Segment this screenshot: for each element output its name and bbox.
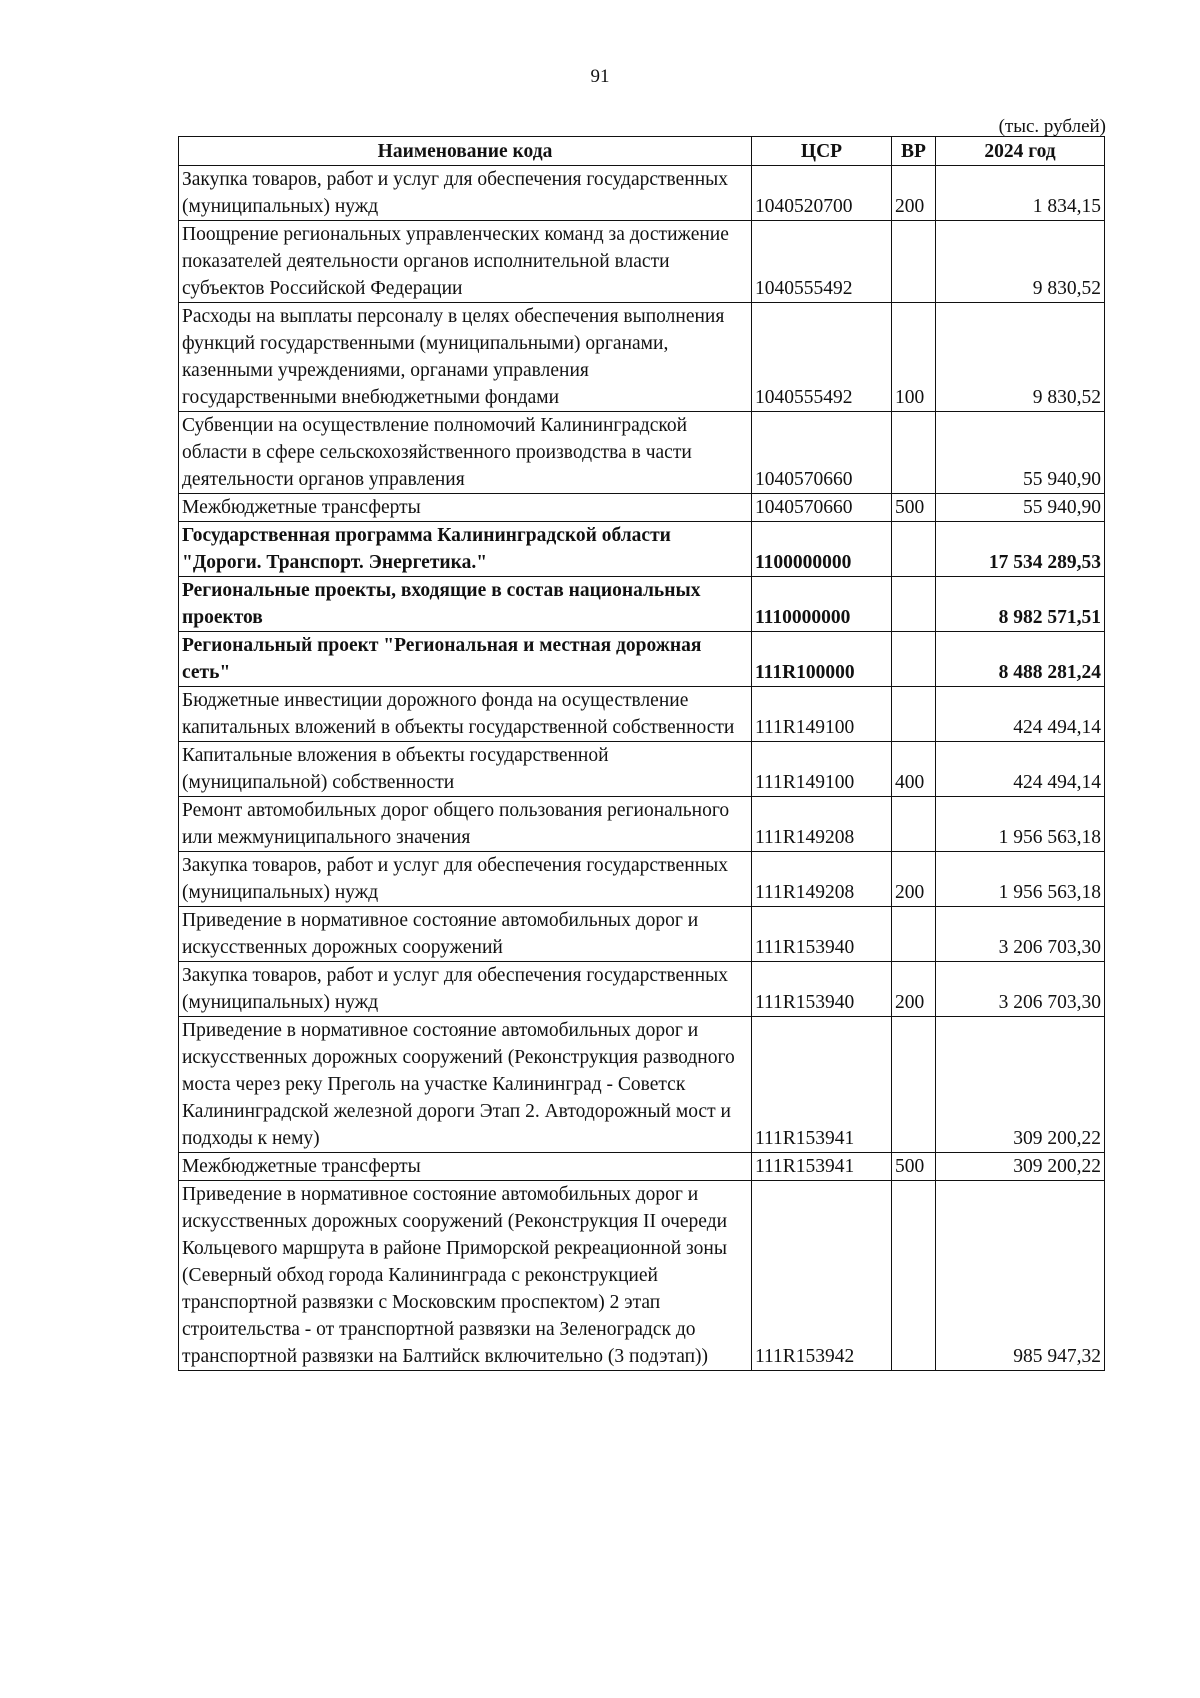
- row-amount-cell: 8 982 571,51: [936, 577, 1105, 632]
- row-vr-cell: 100: [892, 303, 936, 412]
- table-row: [179, 1181, 1105, 1371]
- table-header-row: [179, 137, 1105, 166]
- header-amount: 2024 год: [936, 137, 1105, 166]
- row-name-cell: Закупка товаров, работ и услуг для обеспечения государственных (муниципальных) нужд: [179, 852, 752, 907]
- table-row: [179, 494, 1105, 522]
- row-name-cell: Ремонт автомобильных дорог общего пользования регионального или межмуниципального значения: [179, 797, 752, 852]
- row-vr-cell: [892, 522, 936, 577]
- row-csr-cell: 1040555492: [752, 221, 892, 303]
- table-row: [179, 742, 1105, 797]
- row-amount-cell: 309 200,22: [936, 1017, 1105, 1153]
- row-csr-cell: 1040520700: [752, 166, 892, 221]
- row-amount-cell: 3 206 703,30: [936, 962, 1105, 1017]
- row-csr-cell: 111R149100: [752, 742, 892, 797]
- table-row: [179, 412, 1105, 494]
- table-row: [179, 221, 1105, 303]
- row-csr-cell: 1110000000: [752, 577, 892, 632]
- row-amount-cell: 1 956 563,18: [936, 797, 1105, 852]
- row-vr-cell: [892, 577, 936, 632]
- row-csr-cell: 111R153941: [752, 1017, 892, 1153]
- row-csr-cell: 111R153940: [752, 907, 892, 962]
- table-body: [179, 166, 1105, 1371]
- units-label: (тыс. рублей): [998, 116, 1106, 137]
- table-row: [179, 522, 1105, 577]
- row-amount-cell: 424 494,14: [936, 742, 1105, 797]
- page-number: 91: [590, 66, 610, 87]
- row-vr-cell: [892, 632, 936, 687]
- row-vr-cell: [892, 1181, 936, 1371]
- row-csr-cell: 1040570660: [752, 494, 892, 522]
- row-name-cell: Капитальные вложения в объекты государственной (муниципальной) собственности: [179, 742, 752, 797]
- row-amount-cell: 309 200,22: [936, 1153, 1105, 1181]
- row-name-cell: Региональный проект "Региональная и местная дорожная сеть": [179, 632, 752, 687]
- row-csr-cell: 1100000000: [752, 522, 892, 577]
- row-amount-cell: 9 830,52: [936, 221, 1105, 303]
- row-name-cell: Бюджетные инвестиции дорожного фонда на осуществление капитальных вложений в объекты государственной собственности: [179, 687, 752, 742]
- row-name-cell: Закупка товаров, работ и услуг для обеспечения государственных (муниципальных) нужд: [179, 166, 752, 221]
- row-name-cell: Приведение в нормативное состояние автомобильных дорог и искусственных дорожных сооружений: [179, 907, 752, 962]
- row-name-cell: Закупка товаров, работ и услуг для обеспечения государственных (муниципальных) нужд: [179, 962, 752, 1017]
- table-row: [179, 1153, 1105, 1181]
- row-csr-cell: 111R149208: [752, 797, 892, 852]
- table-row: [179, 797, 1105, 852]
- table-row: [179, 303, 1105, 412]
- row-name-cell: Расходы на выплаты персоналу в целях обеспечения выполнения функций государственными (муниципальными) органами, казенными учреждениями, органами управления государственными внебюджетными фондами: [179, 303, 752, 412]
- row-csr-cell: 111R153940: [752, 962, 892, 1017]
- row-vr-cell: [892, 687, 936, 742]
- table-row: [179, 632, 1105, 687]
- header-vr: ВР: [892, 137, 936, 166]
- budget-table: [178, 136, 1105, 1371]
- row-vr-cell: [892, 797, 936, 852]
- row-csr-cell: 111R149100: [752, 687, 892, 742]
- row-name-cell: Государственная программа Калининградской области "Дороги. Транспорт. Энергетика.": [179, 522, 752, 577]
- row-name-cell: Приведение в нормативное состояние автомобильных дорог и искусственных дорожных сооружений (Реконструкция II очереди Кольцевого маршрута в районе Приморской рекреационной зоны (Северный обход города Калининграда с реконструкцией транспортной развязки с Московским проспектом) 2 этап строительства - от транспортной развязки на Зеленоградск до транспортной развязки на Балтийск включительно (3 подэтап)): [179, 1181, 752, 1371]
- table-row: [179, 1017, 1105, 1153]
- table-row: [179, 962, 1105, 1017]
- row-csr-cell: 111R153942: [752, 1181, 892, 1371]
- row-name-cell: Субвенции на осуществление полномочий Калининградской области в сфере сельскохозяйственного производства в части деятельности органов управления: [179, 412, 752, 494]
- row-amount-cell: 1 834,15: [936, 166, 1105, 221]
- table-row: [179, 852, 1105, 907]
- header-name: Наименование кода: [179, 137, 752, 166]
- row-vr-cell: [892, 412, 936, 494]
- row-name-cell: Приведение в нормативное состояние автомобильных дорог и искусственных дорожных сооружений (Реконструкция разводного моста через реку Преголь на участке Калининград - Советск Калининградской железной дороги Этап 2. Автодорожный мост и подходы к нему): [179, 1017, 752, 1153]
- row-csr-cell: 111R149208: [752, 852, 892, 907]
- row-amount-cell: 8 488 281,24: [936, 632, 1105, 687]
- row-amount-cell: 424 494,14: [936, 687, 1105, 742]
- table-row: [179, 907, 1105, 962]
- header-csr: ЦСР: [752, 137, 892, 166]
- row-amount-cell: 9 830,52: [936, 303, 1105, 412]
- table-row: [179, 687, 1105, 742]
- row-amount-cell: 1 956 563,18: [936, 852, 1105, 907]
- table-row: [179, 166, 1105, 221]
- row-name-cell: Поощрение региональных управленческих команд за достижение показателей деятельности органов исполнительной власти субъектов Российской Федерации: [179, 221, 752, 303]
- row-vr-cell: [892, 221, 936, 303]
- row-csr-cell: 111R153941: [752, 1153, 892, 1181]
- row-vr-cell: [892, 907, 936, 962]
- table-row: [179, 577, 1105, 632]
- row-vr-cell: 500: [892, 494, 936, 522]
- row-csr-cell: 1040570660: [752, 412, 892, 494]
- row-amount-cell: 55 940,90: [936, 494, 1105, 522]
- row-amount-cell: 3 206 703,30: [936, 907, 1105, 962]
- row-vr-cell: 400: [892, 742, 936, 797]
- row-name-cell: Региональные проекты, входящие в состав национальных проектов: [179, 577, 752, 632]
- row-csr-cell: 111R100000: [752, 632, 892, 687]
- row-amount-cell: 985 947,32: [936, 1181, 1105, 1371]
- row-vr-cell: 200: [892, 962, 936, 1017]
- row-amount-cell: 55 940,90: [936, 412, 1105, 494]
- row-csr-cell: 1040555492: [752, 303, 892, 412]
- row-vr-cell: 200: [892, 166, 936, 221]
- row-amount-cell: 17 534 289,53: [936, 522, 1105, 577]
- row-name-cell: Межбюджетные трансферты: [179, 494, 752, 522]
- row-vr-cell: 200: [892, 852, 936, 907]
- row-vr-cell: [892, 1017, 936, 1153]
- row-name-cell: Межбюджетные трансферты: [179, 1153, 752, 1181]
- row-vr-cell: 500: [892, 1153, 936, 1181]
